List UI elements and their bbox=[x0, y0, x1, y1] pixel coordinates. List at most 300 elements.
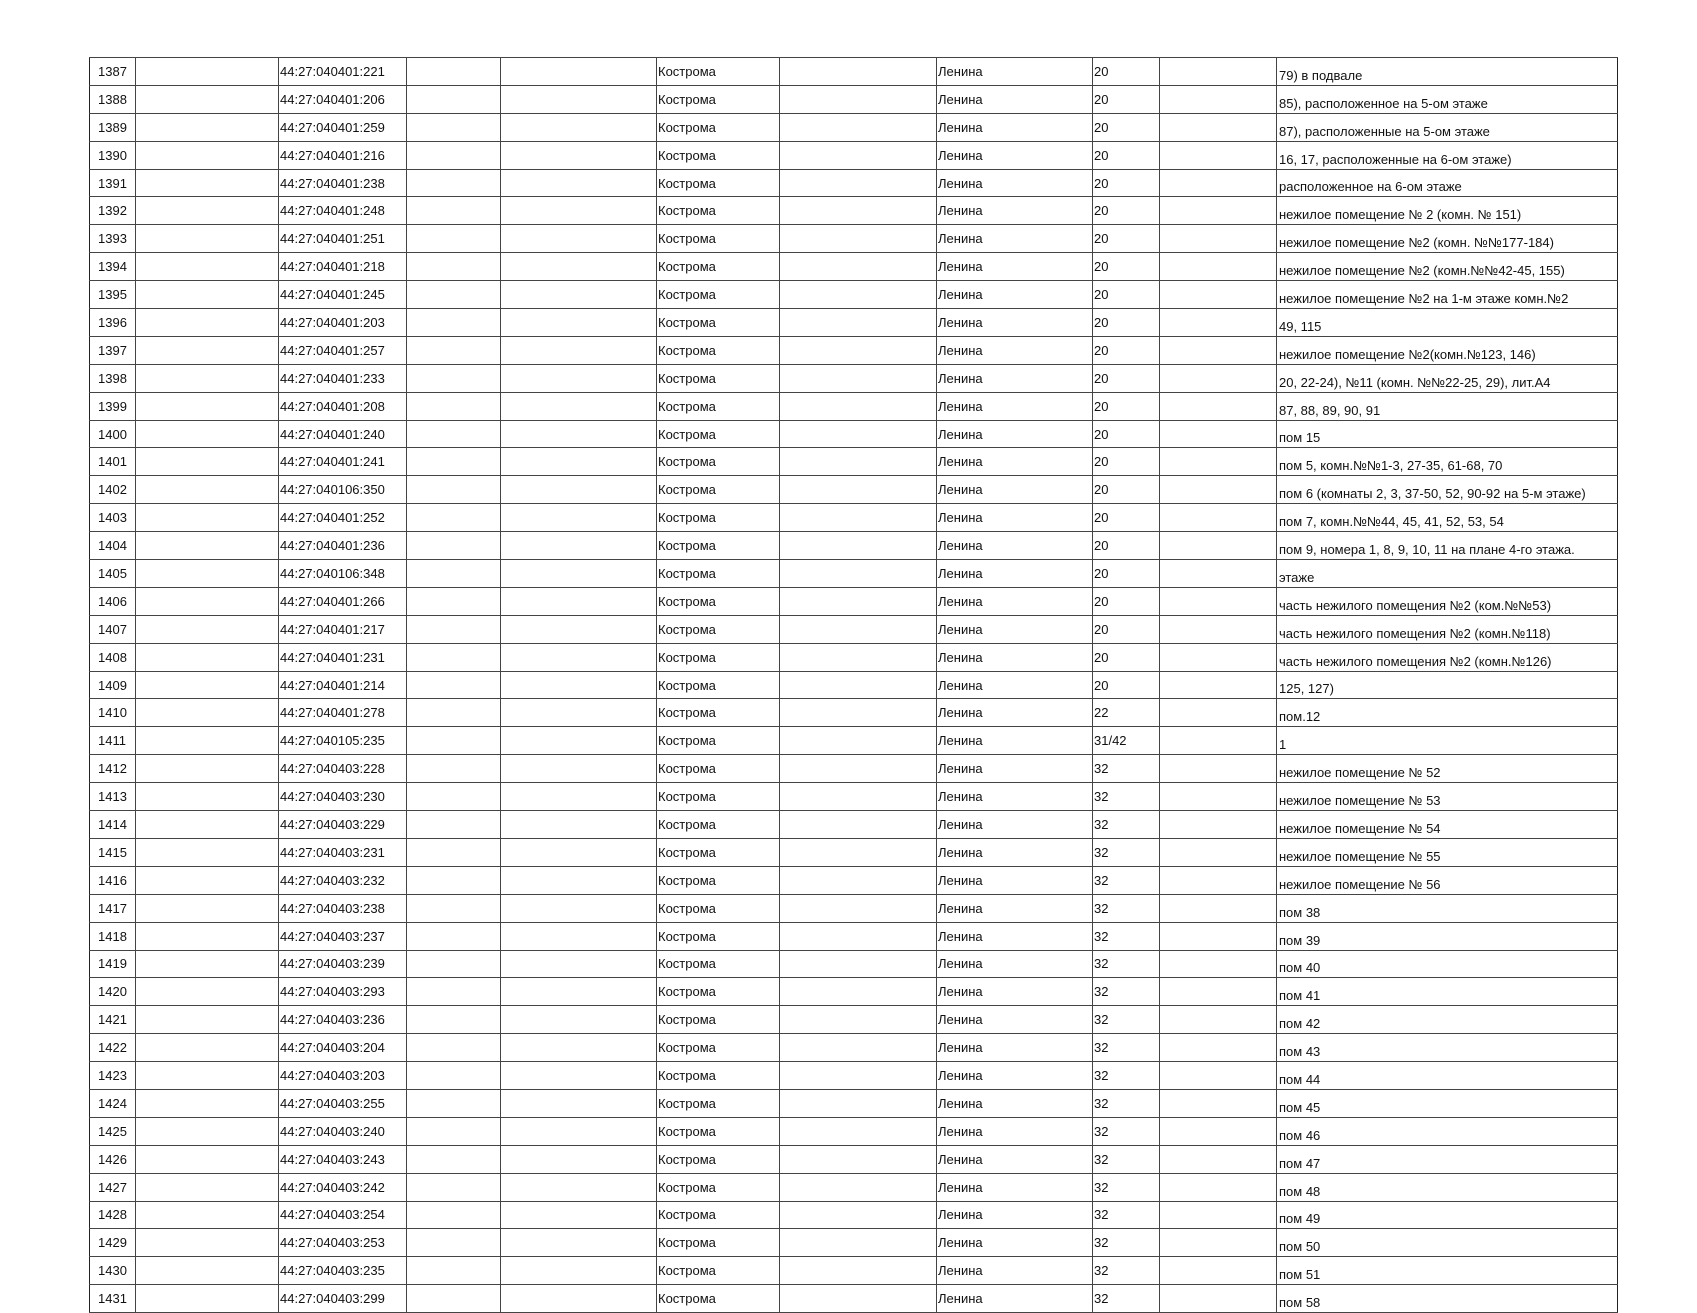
empty-cell bbox=[407, 922, 501, 950]
empty-cell bbox=[407, 1201, 501, 1229]
street-cell: Ленина bbox=[937, 113, 1093, 141]
table-row bbox=[90, 950, 1618, 978]
empty-cell bbox=[1160, 811, 1215, 839]
street-cell: Ленина bbox=[937, 783, 1093, 811]
city-cell: Кострома bbox=[657, 699, 780, 727]
empty-cell bbox=[501, 755, 657, 783]
empty-cell bbox=[501, 1062, 657, 1090]
empty-cell bbox=[136, 615, 279, 643]
empty-cell bbox=[1160, 866, 1215, 894]
cadastral-number-cell: 44:27:040401:257 bbox=[279, 336, 407, 364]
empty-cell bbox=[501, 141, 657, 169]
empty-cell bbox=[1215, 392, 1277, 420]
empty-cell bbox=[1215, 504, 1277, 532]
empty-cell bbox=[136, 1257, 279, 1285]
street-cell: Ленина bbox=[937, 420, 1093, 448]
premises-description-cell: пом 45 bbox=[1277, 1089, 1618, 1117]
empty-cell bbox=[136, 1145, 279, 1173]
premises-description-cell: 16, 17, расположенные на 6-ом этаже) bbox=[1277, 141, 1618, 169]
city-cell: Кострома bbox=[657, 894, 780, 922]
empty-cell bbox=[1160, 1145, 1215, 1173]
table-row bbox=[90, 1089, 1618, 1117]
street-cell: Ленина bbox=[937, 615, 1093, 643]
street-cell: Ленина bbox=[937, 58, 1093, 86]
empty-cell bbox=[780, 281, 937, 309]
empty-cell bbox=[136, 560, 279, 588]
empty-cell bbox=[407, 141, 501, 169]
empty-cell bbox=[407, 476, 501, 504]
street-cell: Ленина bbox=[937, 476, 1093, 504]
house-number-cell: 20 bbox=[1093, 476, 1160, 504]
street-cell: Ленина bbox=[937, 560, 1093, 588]
empty-cell bbox=[780, 866, 937, 894]
empty-cell bbox=[1215, 281, 1277, 309]
city-cell: Кострома bbox=[657, 1145, 780, 1173]
house-number-cell: 31/42 bbox=[1093, 727, 1160, 755]
empty-cell bbox=[501, 699, 657, 727]
table-row bbox=[90, 1173, 1618, 1201]
premises-description-cell: нежилое помещение № 53 bbox=[1277, 783, 1618, 811]
cadastral-number-cell: 44:27:040403:293 bbox=[279, 978, 407, 1006]
row-number-cell: 1394 bbox=[90, 253, 136, 281]
empty-cell bbox=[780, 560, 937, 588]
cadastral-number-cell: 44:27:040403:239 bbox=[279, 950, 407, 978]
cadastral-number-cell: 44:27:040403:204 bbox=[279, 1034, 407, 1062]
cadastral-number-cell: 44:27:040401:252 bbox=[279, 504, 407, 532]
table-row bbox=[90, 85, 1618, 113]
empty-cell bbox=[780, 169, 937, 197]
house-number-cell: 32 bbox=[1093, 866, 1160, 894]
empty-cell bbox=[1215, 420, 1277, 448]
empty-cell bbox=[407, 1257, 501, 1285]
empty-cell bbox=[136, 1201, 279, 1229]
empty-cell bbox=[1160, 755, 1215, 783]
empty-cell bbox=[1215, 1117, 1277, 1145]
house-number-cell: 22 bbox=[1093, 699, 1160, 727]
house-number-cell: 20 bbox=[1093, 169, 1160, 197]
cadastral-number-cell: 44:27:040401:214 bbox=[279, 671, 407, 699]
empty-cell bbox=[407, 1229, 501, 1257]
empty-cell bbox=[1215, 141, 1277, 169]
table-row bbox=[90, 894, 1618, 922]
city-cell: Кострома bbox=[657, 866, 780, 894]
row-number-cell: 1396 bbox=[90, 309, 136, 337]
table-row bbox=[90, 1229, 1618, 1257]
city-cell: Кострома bbox=[657, 727, 780, 755]
cadastral-number-cell: 44:27:040403:236 bbox=[279, 1006, 407, 1034]
premises-description-cell: нежилое помещение № 56 bbox=[1277, 866, 1618, 894]
empty-cell bbox=[1215, 253, 1277, 281]
empty-cell bbox=[1215, 58, 1277, 86]
city-cell: Кострома bbox=[657, 169, 780, 197]
empty-cell bbox=[501, 1034, 657, 1062]
empty-cell bbox=[407, 755, 501, 783]
premises-description-cell: пом 9, номера 1, 8, 9, 10, 11 на плане 4-го этажа. bbox=[1277, 532, 1618, 560]
cadastral-number-cell: 44:27:040401:221 bbox=[279, 58, 407, 86]
premises-description-cell: нежилое помещение №2 (комн. №№177-184) bbox=[1277, 225, 1618, 253]
empty-cell bbox=[136, 420, 279, 448]
row-number-cell: 1405 bbox=[90, 560, 136, 588]
street-cell: Ленина bbox=[937, 671, 1093, 699]
empty-cell bbox=[1160, 978, 1215, 1006]
empty-cell bbox=[501, 420, 657, 448]
row-number-cell: 1404 bbox=[90, 532, 136, 560]
empty-cell bbox=[407, 364, 501, 392]
row-number-cell: 1388 bbox=[90, 85, 136, 113]
premises-description-cell: 79) в подвале bbox=[1277, 58, 1618, 86]
empty-cell bbox=[780, 336, 937, 364]
empty-cell bbox=[1160, 727, 1215, 755]
street-cell: Ленина bbox=[937, 197, 1093, 225]
empty-cell bbox=[407, 615, 501, 643]
empty-cell bbox=[501, 950, 657, 978]
cadastral-number-cell: 44:27:040403:240 bbox=[279, 1117, 407, 1145]
street-cell: Ленина bbox=[937, 448, 1093, 476]
empty-cell bbox=[1215, 866, 1277, 894]
table-row bbox=[90, 1285, 1618, 1313]
table-row bbox=[90, 58, 1618, 86]
premises-description-cell: пом 44 bbox=[1277, 1062, 1618, 1090]
empty-cell bbox=[501, 364, 657, 392]
empty-cell bbox=[1215, 1006, 1277, 1034]
city-cell: Кострома bbox=[657, 978, 780, 1006]
empty-cell bbox=[407, 838, 501, 866]
table-row bbox=[90, 615, 1618, 643]
city-cell: Кострома bbox=[657, 476, 780, 504]
cadastral-number-cell: 44:27:040401:208 bbox=[279, 392, 407, 420]
empty-cell bbox=[780, 671, 937, 699]
house-number-cell: 32 bbox=[1093, 922, 1160, 950]
empty-cell bbox=[780, 1006, 937, 1034]
empty-cell bbox=[501, 1201, 657, 1229]
premises-description-cell: нежилое помещение № 55 bbox=[1277, 838, 1618, 866]
empty-cell bbox=[501, 113, 657, 141]
empty-cell bbox=[1160, 336, 1215, 364]
cadastral-number-cell: 44:27:040401:251 bbox=[279, 225, 407, 253]
empty-cell bbox=[501, 225, 657, 253]
empty-cell bbox=[407, 225, 501, 253]
empty-cell bbox=[136, 866, 279, 894]
street-cell: Ленина bbox=[937, 838, 1093, 866]
empty-cell bbox=[780, 1089, 937, 1117]
empty-cell bbox=[1215, 922, 1277, 950]
empty-cell bbox=[501, 1006, 657, 1034]
empty-cell bbox=[407, 309, 501, 337]
empty-cell bbox=[501, 866, 657, 894]
house-number-cell: 32 bbox=[1093, 978, 1160, 1006]
city-cell: Кострома bbox=[657, 392, 780, 420]
empty-cell bbox=[1215, 643, 1277, 671]
empty-cell bbox=[136, 922, 279, 950]
city-cell: Кострома bbox=[657, 922, 780, 950]
table-row bbox=[90, 532, 1618, 560]
city-cell: Кострома bbox=[657, 364, 780, 392]
premises-description-cell: часть нежилого помещения №2 (комн.№118) bbox=[1277, 615, 1618, 643]
cadastral-number-cell: 44:27:040401:248 bbox=[279, 197, 407, 225]
street-cell: Ленина bbox=[937, 504, 1093, 532]
table-row bbox=[90, 922, 1618, 950]
empty-cell bbox=[1215, 364, 1277, 392]
empty-cell bbox=[407, 699, 501, 727]
row-number-cell: 1409 bbox=[90, 671, 136, 699]
row-number-cell: 1426 bbox=[90, 1145, 136, 1173]
empty-cell bbox=[407, 1145, 501, 1173]
empty-cell bbox=[136, 532, 279, 560]
cadastral-number-cell: 44:27:040403:232 bbox=[279, 866, 407, 894]
empty-cell bbox=[1215, 615, 1277, 643]
cadastral-number-cell: 44:27:040403:230 bbox=[279, 783, 407, 811]
empty-cell bbox=[1215, 113, 1277, 141]
cadastral-number-cell: 44:27:040401:240 bbox=[279, 420, 407, 448]
empty-cell bbox=[136, 197, 279, 225]
house-number-cell: 32 bbox=[1093, 1173, 1160, 1201]
empty-cell bbox=[1160, 392, 1215, 420]
premises-description-cell: 49, 115 bbox=[1277, 309, 1618, 337]
empty-cell bbox=[1160, 1257, 1215, 1285]
empty-cell bbox=[1215, 85, 1277, 113]
row-number-cell: 1423 bbox=[90, 1062, 136, 1090]
empty-cell bbox=[1160, 894, 1215, 922]
empty-cell bbox=[780, 58, 937, 86]
empty-cell bbox=[136, 309, 279, 337]
row-number-cell: 1419 bbox=[90, 950, 136, 978]
cadastral-number-cell: 44:27:040403:203 bbox=[279, 1062, 407, 1090]
empty-cell bbox=[501, 727, 657, 755]
empty-cell bbox=[501, 1285, 657, 1313]
row-number-cell: 1414 bbox=[90, 811, 136, 839]
empty-cell bbox=[1215, 783, 1277, 811]
cadastral-number-cell: 44:27:040401:238 bbox=[279, 169, 407, 197]
row-number-cell: 1418 bbox=[90, 922, 136, 950]
empty-cell bbox=[407, 950, 501, 978]
cadastral-number-cell: 44:27:040401:236 bbox=[279, 532, 407, 560]
table-row bbox=[90, 197, 1618, 225]
row-number-cell: 1400 bbox=[90, 420, 136, 448]
city-cell: Кострома bbox=[657, 838, 780, 866]
empty-cell bbox=[136, 1062, 279, 1090]
premises-description-cell: 125, 127) bbox=[1277, 671, 1618, 699]
cadastral-number-cell: 44:27:040403:229 bbox=[279, 811, 407, 839]
cadastral-number-cell: 44:27:040401:217 bbox=[279, 615, 407, 643]
empty-cell bbox=[407, 1062, 501, 1090]
empty-cell bbox=[501, 448, 657, 476]
empty-cell bbox=[1215, 699, 1277, 727]
empty-cell bbox=[780, 643, 937, 671]
row-number-cell: 1397 bbox=[90, 336, 136, 364]
empty-cell bbox=[136, 671, 279, 699]
empty-cell bbox=[780, 978, 937, 1006]
empty-cell bbox=[1160, 838, 1215, 866]
empty-cell bbox=[501, 392, 657, 420]
empty-cell bbox=[1160, 1229, 1215, 1257]
row-number-cell: 1395 bbox=[90, 281, 136, 309]
cadastral-number-cell: 44:27:040401:233 bbox=[279, 364, 407, 392]
city-cell: Кострома bbox=[657, 1285, 780, 1313]
premises-description-cell: нежилое помещение № 54 bbox=[1277, 811, 1618, 839]
table-row bbox=[90, 364, 1618, 392]
city-cell: Кострома bbox=[657, 811, 780, 839]
property-register-table bbox=[89, 57, 1618, 1313]
empty-cell bbox=[1160, 504, 1215, 532]
empty-cell bbox=[1160, 1062, 1215, 1090]
cadastral-number-cell: 44:27:040403:255 bbox=[279, 1089, 407, 1117]
empty-cell bbox=[136, 811, 279, 839]
table-row bbox=[90, 336, 1618, 364]
city-cell: Кострома bbox=[657, 58, 780, 86]
empty-cell bbox=[780, 838, 937, 866]
empty-cell bbox=[407, 448, 501, 476]
street-cell: Ленина bbox=[937, 1201, 1093, 1229]
premises-description-cell: пом 49 bbox=[1277, 1201, 1618, 1229]
city-cell: Кострома bbox=[657, 1034, 780, 1062]
row-number-cell: 1427 bbox=[90, 1173, 136, 1201]
empty-cell bbox=[780, 392, 937, 420]
street-cell: Ленина bbox=[937, 978, 1093, 1006]
empty-cell bbox=[136, 755, 279, 783]
table-row bbox=[90, 1062, 1618, 1090]
city-cell: Кострома bbox=[657, 1062, 780, 1090]
table-row bbox=[90, 1117, 1618, 1145]
premises-description-cell: пом 41 bbox=[1277, 978, 1618, 1006]
cadastral-number-cell: 44:27:040105:235 bbox=[279, 727, 407, 755]
empty-cell bbox=[1215, 1145, 1277, 1173]
premises-description-cell: пом 50 bbox=[1277, 1229, 1618, 1257]
empty-cell bbox=[501, 1089, 657, 1117]
row-number-cell: 1393 bbox=[90, 225, 136, 253]
empty-cell bbox=[407, 783, 501, 811]
row-number-cell: 1430 bbox=[90, 1257, 136, 1285]
cadastral-number-cell: 44:27:040401:203 bbox=[279, 309, 407, 337]
empty-cell bbox=[136, 1089, 279, 1117]
house-number-cell: 32 bbox=[1093, 1034, 1160, 1062]
empty-cell bbox=[136, 1006, 279, 1034]
house-number-cell: 20 bbox=[1093, 225, 1160, 253]
row-number-cell: 1387 bbox=[90, 58, 136, 86]
house-number-cell: 32 bbox=[1093, 1285, 1160, 1313]
premises-description-cell: часть нежилого помещения №2 (комн.№126) bbox=[1277, 643, 1618, 671]
house-number-cell: 32 bbox=[1093, 811, 1160, 839]
premises-description-cell: нежилое помещение №2 на 1-м этаже комн.№2 bbox=[1277, 281, 1618, 309]
street-cell: Ленина bbox=[937, 587, 1093, 615]
empty-cell bbox=[501, 58, 657, 86]
house-number-cell: 20 bbox=[1093, 141, 1160, 169]
empty-cell bbox=[1215, 1034, 1277, 1062]
city-cell: Кострома bbox=[657, 1229, 780, 1257]
empty-cell bbox=[780, 197, 937, 225]
table-row bbox=[90, 504, 1618, 532]
city-cell: Кострома bbox=[657, 420, 780, 448]
table-row bbox=[90, 811, 1618, 839]
empty-cell bbox=[1215, 448, 1277, 476]
empty-cell bbox=[136, 336, 279, 364]
empty-cell bbox=[780, 1229, 937, 1257]
street-cell: Ленина bbox=[937, 1006, 1093, 1034]
table-row bbox=[90, 866, 1618, 894]
empty-cell bbox=[407, 1285, 501, 1313]
premises-description-cell: пом 48 bbox=[1277, 1173, 1618, 1201]
empty-cell bbox=[1160, 560, 1215, 588]
premises-description-cell: нежилое помещение №2(комн.№123, 146) bbox=[1277, 336, 1618, 364]
city-cell: Кострома bbox=[657, 253, 780, 281]
empty-cell bbox=[501, 169, 657, 197]
house-number-cell: 20 bbox=[1093, 58, 1160, 86]
empty-cell bbox=[780, 85, 937, 113]
empty-cell bbox=[501, 978, 657, 1006]
city-cell: Кострома bbox=[657, 1257, 780, 1285]
empty-cell bbox=[780, 532, 937, 560]
house-number-cell: 20 bbox=[1093, 309, 1160, 337]
table-row bbox=[90, 671, 1618, 699]
cadastral-number-cell: 44:27:040401:245 bbox=[279, 281, 407, 309]
street-cell: Ленина bbox=[937, 85, 1093, 113]
empty-cell bbox=[501, 615, 657, 643]
street-cell: Ленина bbox=[937, 169, 1093, 197]
empty-cell bbox=[1160, 476, 1215, 504]
row-number-cell: 1406 bbox=[90, 587, 136, 615]
empty-cell bbox=[780, 950, 937, 978]
house-number-cell: 20 bbox=[1093, 615, 1160, 643]
row-number-cell: 1410 bbox=[90, 699, 136, 727]
table-row bbox=[90, 978, 1618, 1006]
empty-cell bbox=[136, 113, 279, 141]
empty-cell bbox=[1160, 1006, 1215, 1034]
premises-description-cell: пом 42 bbox=[1277, 1006, 1618, 1034]
empty-cell bbox=[1160, 141, 1215, 169]
street-cell: Ленина bbox=[937, 922, 1093, 950]
empty-cell bbox=[1160, 225, 1215, 253]
house-number-cell: 20 bbox=[1093, 643, 1160, 671]
row-number-cell: 1429 bbox=[90, 1229, 136, 1257]
city-cell: Кострома bbox=[657, 504, 780, 532]
empty-cell bbox=[407, 420, 501, 448]
row-number-cell: 1431 bbox=[90, 1285, 136, 1313]
empty-cell bbox=[407, 169, 501, 197]
empty-cell bbox=[501, 671, 657, 699]
table-row bbox=[90, 587, 1618, 615]
empty-cell bbox=[407, 1173, 501, 1201]
empty-cell bbox=[407, 1089, 501, 1117]
house-number-cell: 20 bbox=[1093, 113, 1160, 141]
city-cell: Кострома bbox=[657, 532, 780, 560]
house-number-cell: 32 bbox=[1093, 1145, 1160, 1173]
premises-description-cell: нежилое помещение № 2 (комн. № 151) bbox=[1277, 197, 1618, 225]
table-row bbox=[90, 1006, 1618, 1034]
house-number-cell: 20 bbox=[1093, 253, 1160, 281]
street-cell: Ленина bbox=[937, 699, 1093, 727]
empty-cell bbox=[407, 811, 501, 839]
street-cell: Ленина bbox=[937, 309, 1093, 337]
empty-cell bbox=[780, 113, 937, 141]
cadastral-number-cell: 44:27:040403:235 bbox=[279, 1257, 407, 1285]
cadastral-number-cell: 44:27:040403:237 bbox=[279, 922, 407, 950]
table-row bbox=[90, 1145, 1618, 1173]
row-number-cell: 1408 bbox=[90, 643, 136, 671]
house-number-cell: 32 bbox=[1093, 838, 1160, 866]
house-number-cell: 20 bbox=[1093, 532, 1160, 560]
premises-description-cell: 1 bbox=[1277, 727, 1618, 755]
street-cell: Ленина bbox=[937, 755, 1093, 783]
empty-cell bbox=[136, 448, 279, 476]
empty-cell bbox=[136, 85, 279, 113]
premises-description-cell: пом 58 bbox=[1277, 1285, 1618, 1313]
empty-cell bbox=[136, 587, 279, 615]
empty-cell bbox=[780, 811, 937, 839]
premises-description-cell: расположенное на 6-ом этаже bbox=[1277, 169, 1618, 197]
empty-cell bbox=[136, 783, 279, 811]
empty-cell bbox=[1160, 1173, 1215, 1201]
city-cell: Кострома bbox=[657, 448, 780, 476]
house-number-cell: 20 bbox=[1093, 504, 1160, 532]
